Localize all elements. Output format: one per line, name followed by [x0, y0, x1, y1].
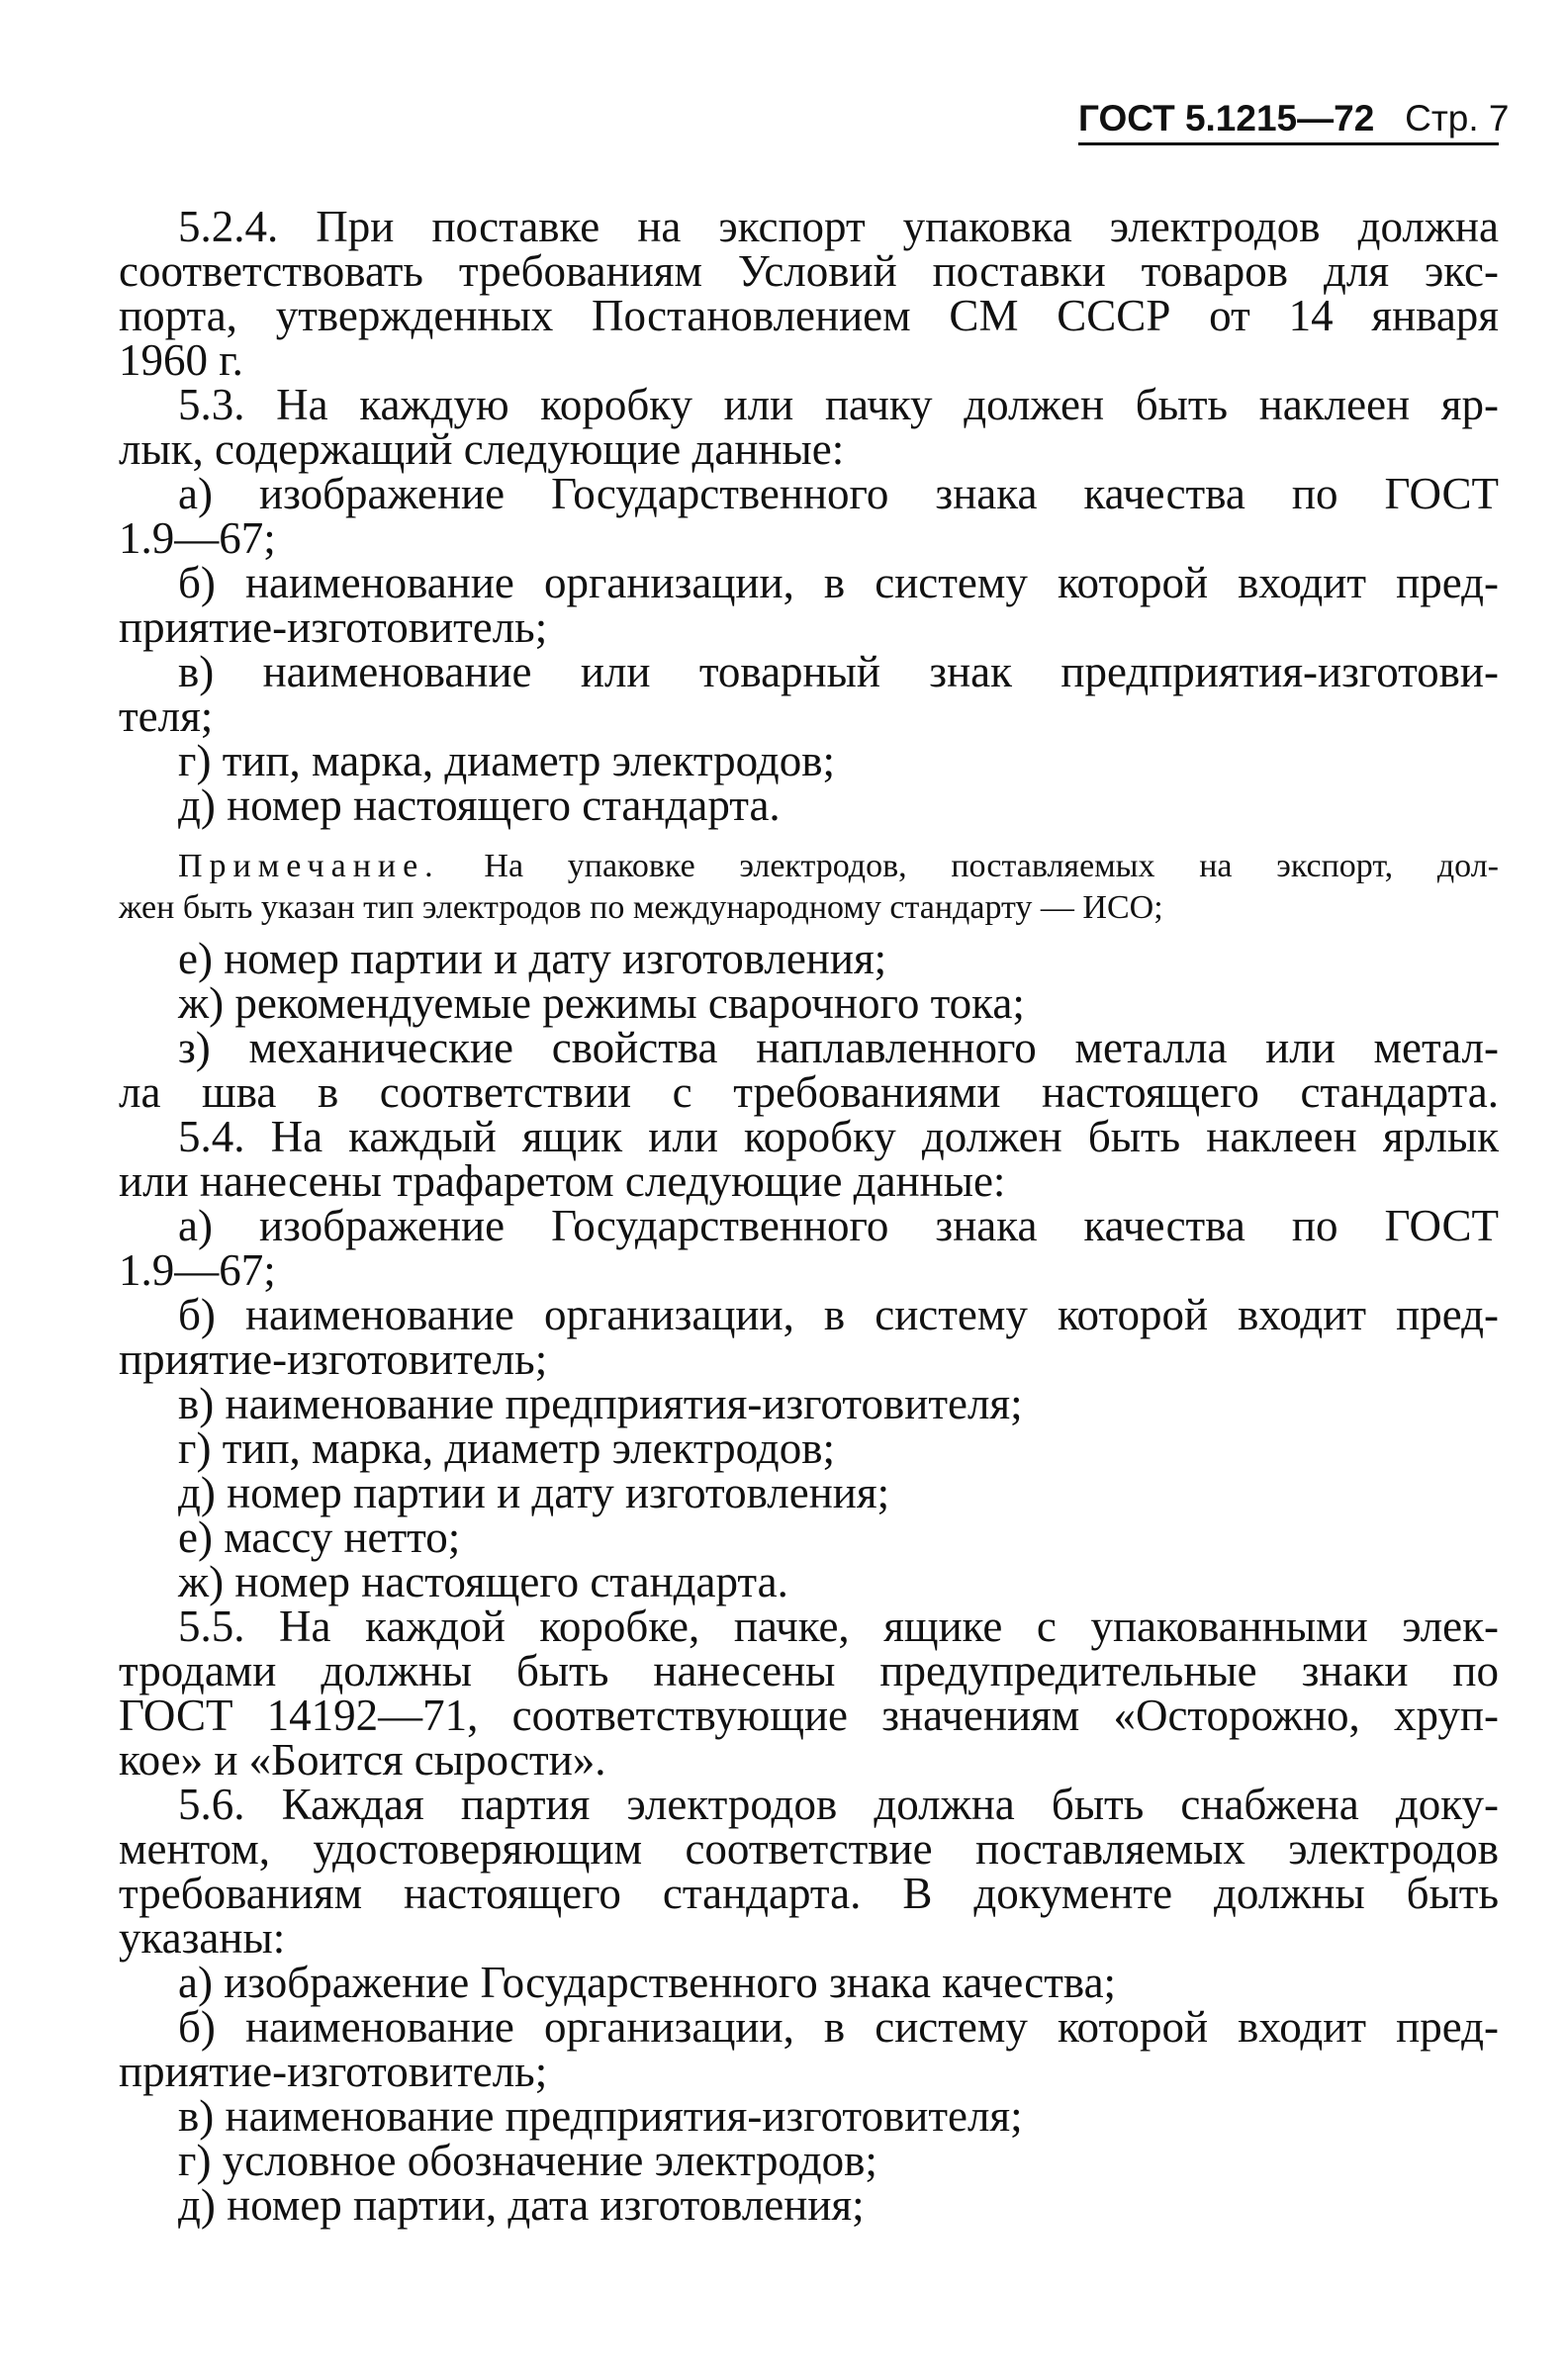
- text-line: [119, 1334, 1499, 1384]
- line-text: или нанесены трафаретом следующие данные:: [119, 1156, 1006, 1206]
- text-line: [119, 1156, 1499, 1206]
- text-line: [119, 335, 1499, 385]
- line-text: приятие-изготовитель;: [119, 1334, 548, 1384]
- line-text: ментом, удостоверяющим соответствие поставляемых электродов: [119, 1824, 1499, 1874]
- line-text: г) тип, марка, диаметр электродов;: [178, 736, 835, 785]
- line-text: 1.9—67;: [119, 513, 276, 563]
- text-line: [119, 1512, 1499, 1562]
- line-text: 5.2.4. При поставке на экспорт упаковка электродов должна: [178, 202, 1499, 251]
- line-text: в) наименование предприятия-изготовителя;: [178, 1379, 1023, 1428]
- text-line: [119, 978, 1499, 1028]
- line-text: лык, содержащий следующие данные:: [119, 424, 845, 474]
- line-text: д) номер партии, дата изготовления;: [178, 2180, 865, 2230]
- text-line: [119, 1201, 1499, 1250]
- line-text: теля;: [119, 691, 214, 741]
- text-line: [119, 2002, 1499, 2052]
- line-text: приятие-изготовитель;: [119, 2047, 548, 2096]
- line-text: в) наименование предприятия-изготовителя;: [178, 2091, 1023, 2141]
- text-line: [119, 380, 1499, 429]
- text-line: [119, 1824, 1499, 1874]
- line-text: а) изображение Государственного знака качества;: [178, 1958, 1117, 2007]
- text-line: [119, 1067, 1499, 1117]
- page-header: [1078, 98, 1510, 145]
- text-line: [119, 602, 1499, 652]
- line-text: указаны:: [119, 1913, 286, 1963]
- page-number: Стр. 7: [1405, 98, 1510, 138]
- line-text: б) наименование организации, в систему которой входит пред-: [178, 558, 1499, 607]
- line-text: а) изображение Государственного знака качества по ГОСТ: [178, 469, 1499, 518]
- text-line: [119, 2091, 1499, 2141]
- text-line: [119, 1423, 1499, 1473]
- line-text: д) номер партии и дату изготовления;: [178, 1468, 890, 1517]
- header-spacer: [1385, 98, 1395, 138]
- line-text: б) наименование организации, в систему которой входит пред-: [178, 2002, 1499, 2052]
- line-text: 5.6. Каждая партия электродов должна быть снабжена доку-: [178, 1780, 1499, 1829]
- text-line: [119, 1379, 1499, 1428]
- text-line: [119, 202, 1499, 251]
- line-text: тродами должны быть нанесены предупредительные знаки по: [119, 1646, 1499, 1695]
- text-line: [119, 2136, 1499, 2185]
- line-text: 1.9—67;: [119, 1245, 276, 1295]
- line-text: б) наименование организации, в систему которой входит пред-: [178, 1290, 1499, 1339]
- text-line: [119, 934, 1499, 983]
- text-line: [119, 246, 1499, 296]
- note-label: Примечание.: [178, 848, 440, 884]
- text-line: [119, 1735, 1499, 1785]
- text-line: [119, 1468, 1499, 1517]
- text-line: [119, 1245, 1499, 1295]
- text-line: [119, 647, 1499, 696]
- note-line: [119, 846, 1499, 887]
- line-text: соответствовать требованиям Условий поставки товаров для экс-: [119, 246, 1499, 296]
- text-line: [119, 1023, 1499, 1072]
- text-line: [119, 2180, 1499, 2230]
- text-line: [119, 1869, 1499, 1918]
- text-line: [119, 2047, 1499, 2096]
- text-line: [119, 1646, 1499, 1695]
- line-text: ла шва в соответствии с требованиями настоящего стандарта.: [119, 1067, 1499, 1117]
- line-text: в) наименование или товарный знак предприятия-изготови-: [178, 647, 1499, 696]
- text-line: [119, 469, 1499, 518]
- line-text: е) номер партии и дату изготовления;: [178, 934, 887, 983]
- line-text: г) условное обозначение электродов;: [178, 2136, 877, 2185]
- line-text: ГОСТ 14192—71, соответствующие значениям «Осторожно, хруп-: [119, 1691, 1499, 1740]
- text-line: [119, 1958, 1499, 2007]
- line-text: требованиям настоящего стандарта. В документе должны быть: [119, 1869, 1499, 1918]
- text-line: [119, 1913, 1499, 1963]
- text-line: [119, 513, 1499, 563]
- text-line: [119, 1290, 1499, 1339]
- text-line: [119, 736, 1499, 785]
- line-text: 5.3. На каждую коробку или пачку должен быть наклеен яр-: [178, 380, 1499, 429]
- line-text: жен быть указан тип электродов по международному стандарту — ИСО;: [119, 889, 1163, 926]
- line-text: кое» и «Боится сырости».: [119, 1735, 606, 1785]
- standard-number: ГОСТ 5.1215—72: [1078, 98, 1375, 138]
- text-line: [119, 1780, 1499, 1829]
- text-line: [119, 1112, 1499, 1161]
- line-text: а) изображение Государственного знака качества по ГОСТ: [178, 1201, 1499, 1250]
- line-text: е) массу нетто;: [178, 1512, 461, 1562]
- text-line: [119, 424, 1499, 474]
- line-text: 1960 г.: [119, 335, 243, 385]
- line-text: порта, утвержденных Постановлением СМ СССР от 14 января: [119, 291, 1499, 340]
- text-line: [119, 1557, 1499, 1606]
- line-text: з) механические свойства наплавленного металла или метал-: [178, 1023, 1499, 1072]
- line-text: 5.5. На каждой коробке, пачке, ящике с упакованными элек-: [178, 1602, 1499, 1651]
- text-line: [119, 780, 1499, 830]
- line-text: ж) номер настоящего стандарта.: [178, 1557, 788, 1606]
- line-text: д) номер настоящего стандарта.: [178, 780, 781, 830]
- line-text: г) тип, марка, диаметр электродов;: [178, 1423, 835, 1473]
- document-body: [119, 202, 1499, 2230]
- text-line: [119, 558, 1499, 607]
- line-text: приятие-изготовитель;: [119, 602, 548, 652]
- text-line: [119, 1693, 1499, 1738]
- line-text: ж) рекомендуемые режимы сварочного тока;: [178, 978, 1025, 1028]
- text-line: [119, 691, 1499, 741]
- text-line: [119, 291, 1499, 340]
- line-text: На упаковке электродов, поставляемых на экспорт, дол-: [439, 848, 1499, 884]
- note-line: [119, 887, 1499, 929]
- line-text: 5.4. На каждый ящик или коробку должен быть наклеен ярлык: [178, 1112, 1499, 1161]
- text-line: [119, 1604, 1499, 1649]
